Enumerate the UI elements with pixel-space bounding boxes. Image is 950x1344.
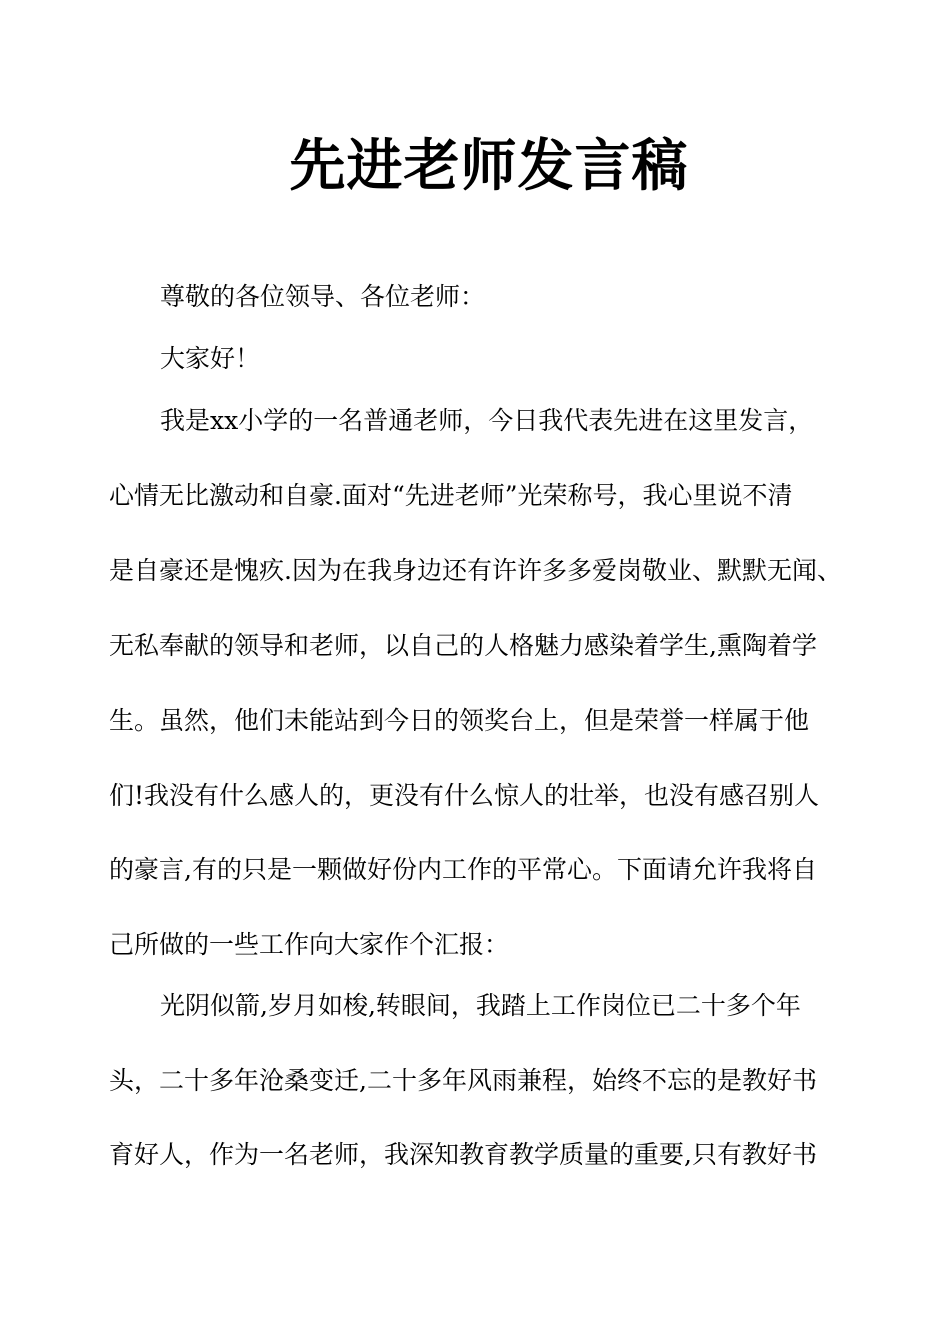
body-text-line: 育好人，作为一名老师，我深知教育教学质量的重要,只有教好书 <box>109 1140 817 1169</box>
body-text-line: 我是xx小学的一名普通老师，今日我代表先进在这里发言， <box>160 406 814 435</box>
document-title: 先进老师发言稿 <box>289 134 689 199</box>
body-text-line: 无私奉献的领导和老师，以自己的人格魅力感染着学生,熏陶着学 <box>109 631 817 660</box>
body-text-line: 是自豪还是愧疚.因为在我身边还有许许多多爱岗敬业、默默无闻、 <box>109 556 842 585</box>
body-text-line: 生。虽然，他们未能站到今日的领奖台上，但是荣誉一样属于他 <box>109 706 810 735</box>
body-text-line: 光阴似箭,岁月如梭,转眼间，我踏上工作岗位已二十多个年 <box>160 991 801 1020</box>
salutation-line: 尊敬的各位领导、各位老师： <box>160 282 486 311</box>
body-text-line: 头，二十多年沧桑变迁,二十多年风雨兼程，始终不忘的是教好书 <box>109 1066 817 1095</box>
body-text-line: 的豪言,有的只是一颗做好份内工作的平常心。下面请允许我将自 <box>109 855 817 884</box>
body-text-line: 们!我没有什么感人的，更没有什么惊人的壮举，也没有感召别人 <box>109 781 820 810</box>
greeting-line: 大家好！ <box>160 344 261 373</box>
body-text-line: 己所做的一些工作向大家作个汇报： <box>109 930 510 959</box>
body-text-line: 心情无比激动和自豪.面对“先进老师”光荣称号，我心里说不清 <box>109 481 793 510</box>
